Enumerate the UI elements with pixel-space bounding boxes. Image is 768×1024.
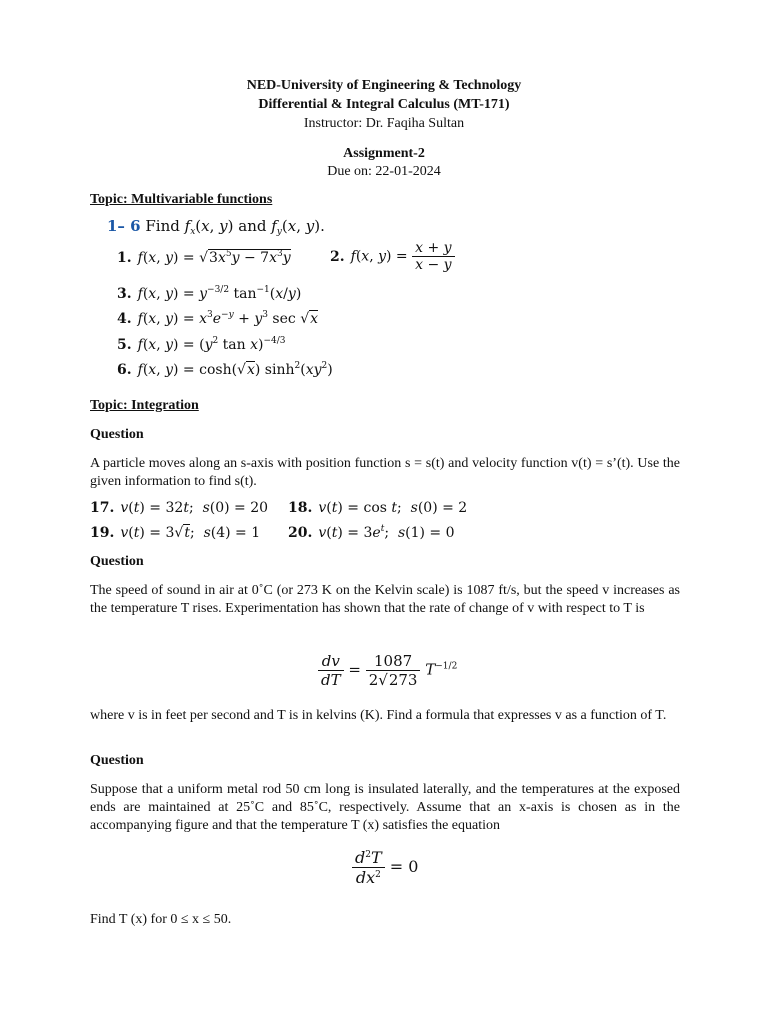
assignment-title: Assignment-2 [343,146,425,161]
problem-20: 20. $v(t) = 3e^t$; s(1) = 0 [288,524,455,541]
question-2-after: where v is in feet per second and T is in kelvins (K). Find a formula that expresses v as a function of T. [90,708,667,723]
question-1-heading: Question [90,427,144,442]
question-2-text: The speed of sound in air at 0˚C (or 273 K on the Kelvin scale) is 1087 ft/s, but the speed v increases as the temperature T rises. Experimentation has shown that the rate of change of v with respect to T is [90,583,680,616]
problem-18: 18. v(t) = cos t; s(0) = 2 [288,500,468,516]
problem-17: 17. v(t) = 32t; s(0) = 20 [90,500,269,516]
problem-2: 2. f(x, y) = $\frac{x + y}{x - y}$ [330,240,455,273]
problem-instruction: 1– 6 Find $f_x(x$, y) and $f_y(x$, y). [107,217,325,237]
rod-temperature-equation: $\frac{d^2T}{dx^2}$ = 0 [352,848,418,887]
question-2-heading: Question [90,554,144,569]
problem-1: 1. f(x, $y) = √3x^5y - 7x^3y$ [117,249,291,266]
course-title: Differential & Integral Calculus (MT-171) [258,97,510,112]
topic-multivariable-heading: Topic: Multivariable functions [90,192,273,207]
question-3-after: Find T (x) for 0 ≤ x ≤ 50. [90,912,232,927]
problem-5: 5. f(x, $y) = (y^2$ tan x)$^{-4/3}$ [117,336,286,353]
question-1-text: A particle moves along an s-axis with position function s = s(t) and velocity function v(t) = s’(t). Use the given information to find s(t). [90,456,680,489]
problem-3: 3. f(x, $y) = y^{-3/2}$ $\tan^{-1}(x/y)$ [117,285,302,302]
problem-range: 1– 6 [107,217,141,235]
problem-6: 6. f(x, y) = cosh(√x) $\sinh^2(xy^2)$ [117,361,333,378]
due-date: Due on: 22-01-2024 [327,164,441,179]
speed-of-sound-equation: $\frac{dv}{dT}$ = $\frac{1087}{2√273}$ $T^{-1/2}$ [318,652,457,689]
question-3-heading: Question [90,753,144,768]
problem-4: 4. f(x, $y) = x^3e^{-y} + y^3$ sec √x [117,310,319,327]
university-name: NED-University of Engineering & Technology [246,78,522,93]
instructor-line: Instructor: Dr. Faqiha Sultan [303,116,465,131]
question-3-text: Suppose that a uniform metal rod 50 cm long is insulated laterally, and the temperatures at the exposed ends are maintained at 25˚C and 85˚C, respectively. Assume that an x-axis is chosen as in the accompanying figure and that the temperature T (x) satisfies the equation [90,782,680,833]
topic-integration-heading: Topic: Integration [90,398,199,413]
problem-19: 19. v(t) = 3√t; s(4) = 1 [90,525,261,541]
